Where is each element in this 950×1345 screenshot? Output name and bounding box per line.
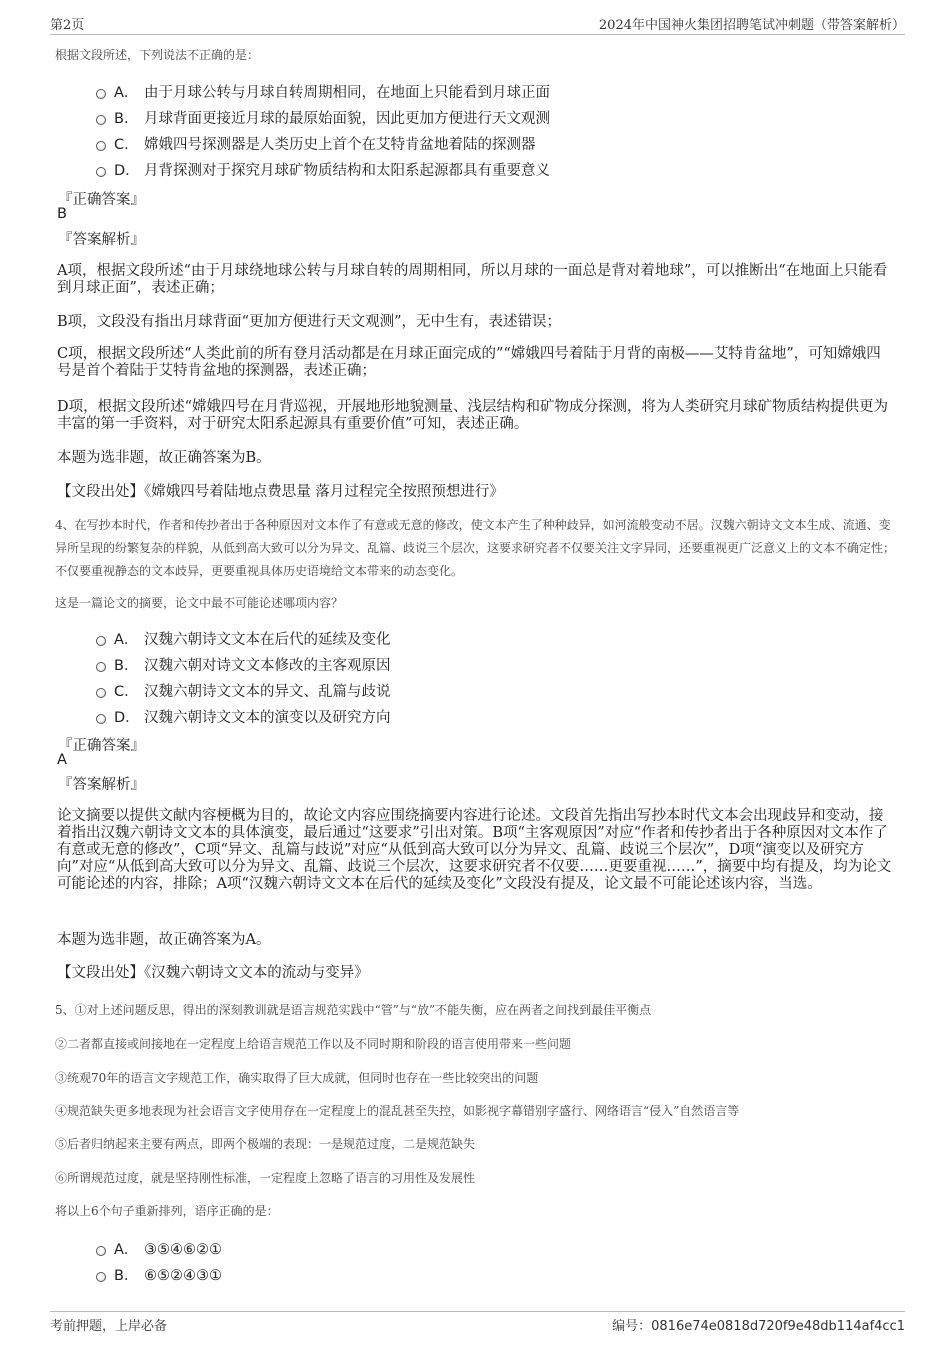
sentence-item: ⑤后者归纳起来主要有两点，即两个极端的表现：一是规范过度，二是规范缺失 (55, 1137, 476, 1151)
option-c[interactable]: C． 汉魏六朝诗文文本的异文、乱篇与歧说 (96, 680, 391, 701)
page-footer (50, 1311, 905, 1336)
source-citation: 【文段出处】《嫦娥四号着陆地点费思量 落月过程完全按照预想进行》 (57, 484, 504, 500)
radio-icon[interactable] (96, 115, 106, 125)
sentence-item: ⑥所谓规范过度，就是坚持刚性标准，一定程度上忽略了语言的习用性及发展性 (55, 1171, 476, 1185)
analysis-paragraph: A项，根据文段所述“由于月球绕地球公转与月球自转的周期相同，所以月球的一面总是背对着地球”，可以推断出“在地面上只能看到月球正面”，表述正确； (57, 263, 888, 296)
question-prompt: 根据文段所述，下列说法不正确的是： (55, 48, 260, 62)
correct-answer-label: 『正确答案』 (58, 192, 145, 208)
question-passage: 4、在写抄本时代，作者和传抄者出于各种原因对文本作了有意或无意的修改，使文本产生了种种歧异，如河流般变动不居。汉魏六朝诗文文本生成、流通、变异所呈现的纷繁复杂的样貌，从低到高大致可以分为异文、乱篇、歧说三个层次，这要求研究者不仅要关注文字异同，还要重视更广泛意义上的文本不确定性；不仅要重视静态的文本歧异，更要重视具体历史语境给文本带来的动态变化。 (55, 518, 896, 578)
option-d[interactable]: D． 月背探测对于探究月球矿物质结构和太阳系起源都具有重要意义 (96, 159, 550, 180)
footer-slogan: 考前押题，上岸必备 (50, 1319, 168, 1334)
sentence-item: ③统观70年的语言文字规范工作，确实取得了巨大成就，但同时也存在一些比较突出的问题 (55, 1071, 539, 1085)
sentence-item: ②二者都直接或间接地在一定程度上给语言规范工作以及不同时期和阶段的语言使用带来一些问题 (55, 1037, 572, 1051)
sentence-item: 5、①对上述问题反思，得出的深刻教训就是语言规范实践中“管”与“放”不能失衡，应在两者之间找到最佳平衡点 (55, 1003, 652, 1017)
radio-icon[interactable] (96, 1272, 106, 1282)
option-a[interactable]: A． 汉魏六朝诗文文本在后代的延续及变化 (96, 628, 391, 649)
option-b[interactable]: B． 汉魏六朝对诗文文本修改的主客观原因 (96, 654, 391, 675)
document-title: 2024年中国神火集团招聘笔试冲刺题（带答案解析） (598, 18, 905, 33)
radio-icon[interactable] (96, 89, 106, 99)
analysis-paragraph: D项，根据文段所述“嫦娥四号在月背巡视，开展地形地貌测量、浅层结构和矿物成分探测，将为人类研究月球矿物质结构提供更为丰富的第一手资料，对于研究太阳系起源具有重要价值”可知，表述正确。 (57, 399, 889, 432)
page-number: 第2页 (50, 18, 85, 33)
analysis-conclusion: 本题为选非题，故正确答案为A。 (57, 932, 271, 948)
document-code: 编号：0816e74e0818d720f9e48db114af4cc1 (612, 1319, 905, 1334)
radio-icon[interactable] (96, 1246, 106, 1256)
radio-icon[interactable] (96, 688, 106, 698)
correct-answer: A (57, 752, 67, 768)
analysis-label: 『答案解析』 (58, 232, 145, 248)
option-b[interactable]: B． ⑥⑤②④③① (96, 1264, 222, 1285)
option-a[interactable]: A． ③⑤④⑥②① (96, 1238, 222, 1259)
radio-icon[interactable] (96, 141, 106, 151)
radio-icon[interactable] (96, 167, 106, 177)
question-prompt: 这是一篇论文的摘要，论文中最不可能论述哪项内容？ (55, 596, 344, 610)
analysis-paragraph: B项，文段没有指出月球背面“更加方便进行天文观测”，无中生有，表述错误； (57, 314, 561, 330)
analysis-conclusion: 本题为选非题，故正确答案为B。 (57, 450, 271, 466)
radio-icon[interactable] (96, 714, 106, 724)
correct-answer: B (57, 206, 67, 222)
page-header (50, 14, 905, 35)
radio-icon[interactable] (96, 662, 106, 672)
analysis-label: 『答案解析』 (58, 777, 145, 793)
option-d[interactable]: D． 汉魏六朝诗文文本的演变以及研究方向 (96, 706, 391, 727)
option-a[interactable]: A． 由于月球公转与月球自转周期相同，在地面上只能看到月球正面 (96, 81, 550, 102)
correct-answer-label: 『正确答案』 (58, 738, 145, 754)
sentence-item: ④规范缺失更多地表现为社会语言文字使用存在一定程度上的混乱甚至失控，如影视字幕错别字盛行、网络语言“侵入”自然语言等 (55, 1104, 740, 1118)
option-b[interactable]: B． 月球背面更接近月球的最原始面貌，因此更加方便进行天文观测 (96, 107, 550, 128)
analysis-paragraph: C项，根据文段所述“人类此前的所有登月活动都是在月球正面完成的”“嫦娥四号着陆于月背的南极——艾特肯盆地”，可知嫦娥四号是首个着陆于艾特肯盆地的探测器，表述正确； (57, 346, 881, 379)
radio-icon[interactable] (96, 636, 106, 646)
question-prompt: 将以上6个句子重新排列，语序正确的是： (55, 1204, 279, 1218)
analysis-paragraph: 论文摘要以提供文献内容梗概为目的，故论文内容应围绕摘要内容进行论述。文段首先指出写抄本时代文本会出现歧异和变动，接着指出汉魏六朝诗文文本的具体演变，最后通过“这要求”引出对策。B项“主客观原因”对应“作者和传抄者出于各种原因对文本作了有意或无意的修改”，C项“异文、乱篇与歧说”对应“从低到高大致可以分为异文、乱篇、歧说三个层次”，D项“演变以及研究方向”对应“从低到高大致可以分为异文、乱篇、歧说三个层次，这要求研究者不仅要……更要重视……”，摘要中均有提及，均为论文可能论述的内容，排除；A项“汉魏六朝诗文文本在后代的延续及变化”文段没有提及，论文最不可能论述该内容，当选。 (57, 808, 892, 892)
source-citation: 【文段出处】《汉魏六朝诗文文本的流动与变异》 (57, 965, 369, 981)
option-c[interactable]: C． 嫦娥四号探测器是人类历史上首个在艾特肯盆地着陆的探测器 (96, 133, 536, 154)
